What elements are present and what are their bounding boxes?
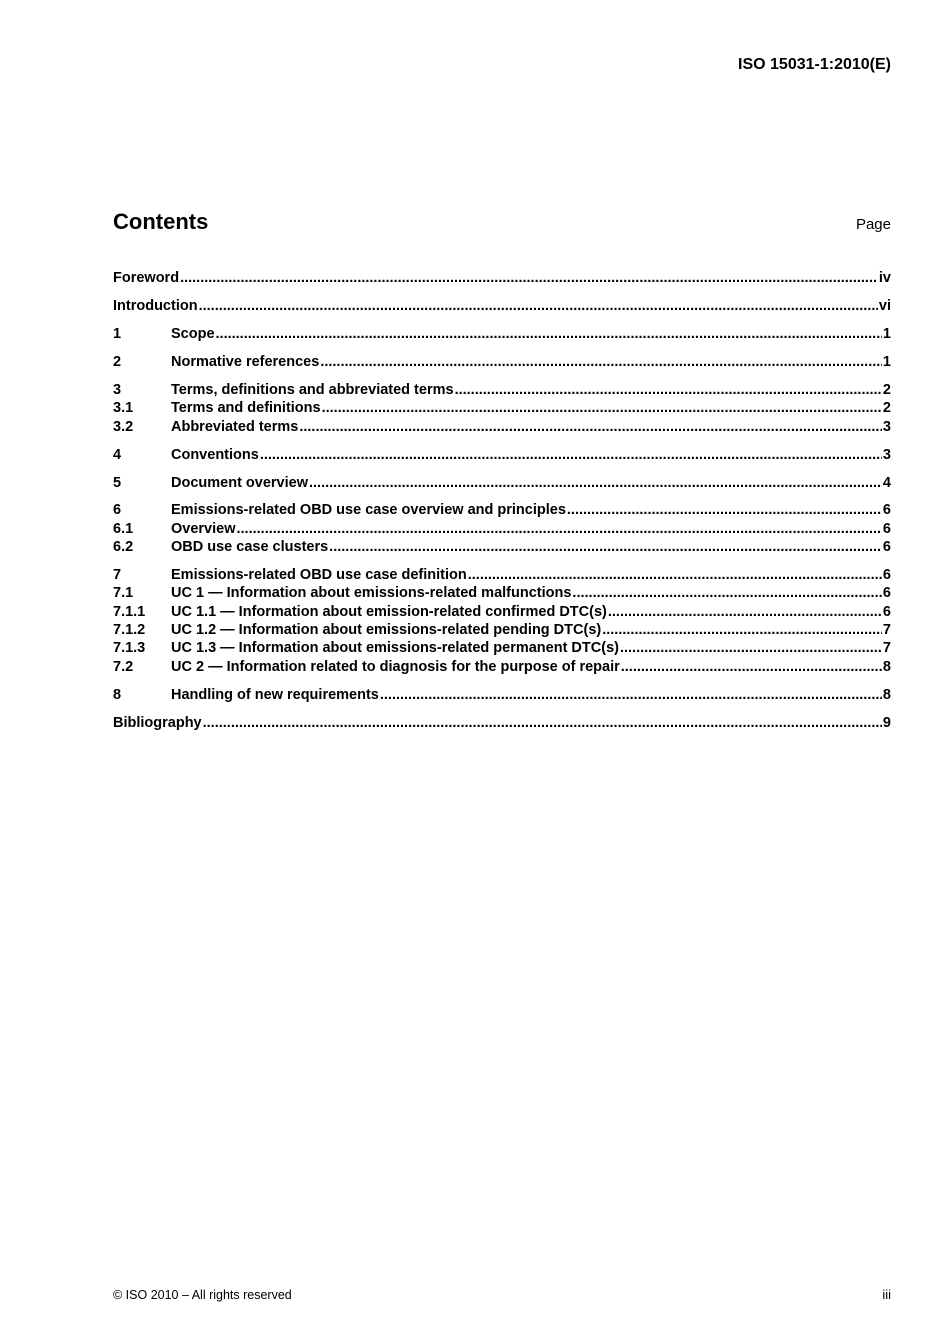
toc-entry[interactable] [113, 520, 891, 538]
toc-entry-page: 2 [882, 400, 891, 417]
toc-entry-page: 4 [882, 474, 891, 491]
toc-entry-page: 3 [882, 446, 891, 463]
toc-dot-leader [455, 381, 882, 399]
toc-entry[interactable] [113, 714, 891, 732]
toc-dot-leader [216, 325, 882, 343]
toc-entry-title: Foreword [113, 270, 180, 286]
toc-entry-page: 7 [882, 640, 891, 657]
toc-entry-title: Conventions [171, 446, 259, 463]
document-id: ISO 15031-1:2010(E) [738, 56, 891, 73]
toc-entry-page: 6 [882, 585, 891, 602]
toc-entry-number: 6.2 [113, 539, 134, 556]
toc-dot-leader [468, 566, 882, 584]
toc-entry-title: Handling of new requirements [171, 686, 379, 703]
toc-entry-page: 1 [882, 325, 891, 342]
toc-entry[interactable] [113, 686, 891, 704]
toc-entry-number: 4 [113, 446, 122, 463]
toc-entry-title: Terms, definitions and abbreviated terms [171, 381, 454, 398]
page-number: iii [882, 1287, 891, 1302]
toc-entry-number: 7.1.2 [113, 621, 146, 638]
toc-entry-page: 3 [882, 418, 891, 435]
toc-entry-title: Emissions-related OBD use case overview and principles [171, 502, 566, 519]
toc-entry-title: UC 1.2 — Information about emissions-related pending DTC(s) [171, 621, 602, 638]
toc-dot-leader [329, 538, 882, 556]
toc-dot-leader [237, 520, 882, 538]
toc-entry-title: Introduction [113, 297, 198, 314]
toc-dot-leader [567, 501, 882, 519]
toc-entry[interactable] [113, 501, 891, 519]
toc-entry-title: Terms and definitions [171, 400, 321, 417]
toc-entry-page: 1 [882, 353, 891, 370]
toc-entry-title: Abbreviated terms [171, 418, 299, 435]
toc-entry-number: 5 [113, 474, 122, 491]
toc-entry-page: 8 [882, 658, 891, 675]
toc-entry-number: 6 [113, 502, 122, 519]
toc-entry[interactable] [113, 584, 891, 602]
toc-entry[interactable] [113, 325, 891, 343]
toc-entry-number: 7.1.1 [113, 603, 146, 620]
toc-entry[interactable] [113, 269, 891, 287]
toc-entry[interactable] [113, 399, 891, 417]
toc-dot-leader [380, 686, 882, 704]
toc-dot-leader [309, 474, 882, 492]
toc-entry-title: UC 2 — Information related to diagnosis for the purpose of repair [171, 658, 620, 675]
toc-entry[interactable] [113, 353, 891, 371]
toc-entry-title: OBD use case clusters [171, 539, 329, 556]
toc-entry[interactable] [113, 603, 891, 621]
toc-entry-title: Emissions-related OBD use case definition [171, 567, 467, 584]
toc-entry-page: 6 [882, 520, 891, 537]
toc-entry-number: 2 [113, 353, 122, 370]
toc-entry[interactable] [113, 538, 891, 556]
toc-entry-title: Overview [171, 520, 236, 537]
toc-entry-title: UC 1.1 — Information about emission-related confirmed DTC(s) [171, 603, 607, 620]
toc-entry[interactable] [113, 297, 891, 315]
toc-entry-title: Bibliography [113, 714, 202, 731]
toc-entry[interactable] [113, 474, 891, 492]
toc-entry-page: iv [878, 270, 891, 286]
toc-dot-leader [621, 658, 882, 676]
toc-entry-number: 8 [113, 686, 122, 703]
toc-entry-page: 6 [882, 502, 891, 519]
toc-entry-page: 6 [882, 539, 891, 556]
toc-entry-title: UC 1 — Information about emissions-related malfunctions [171, 585, 572, 602]
toc-entry-page: 8 [882, 686, 891, 703]
toc-entry-page: 7 [882, 621, 891, 638]
toc-entry-number: 3.1 [113, 400, 134, 417]
toc-entry-title: UC 1.3 — Information about emissions-related permanent DTC(s) [171, 640, 619, 657]
toc-dot-leader [299, 418, 882, 436]
toc-entry-number: 7.1 [113, 585, 134, 602]
toc-dot-leader [602, 621, 882, 639]
toc-dot-leader [322, 399, 882, 417]
toc-entry-number: 3 [113, 381, 122, 398]
toc-entry-number: 3.2 [113, 418, 134, 435]
toc-entry[interactable] [113, 446, 891, 464]
toc-dot-leader [320, 353, 882, 371]
toc-entry-number: 7.1.3 [113, 640, 146, 657]
toc-entry[interactable] [113, 418, 891, 436]
toc-dot-leader [199, 297, 878, 315]
toc-entry-number: 7.2 [113, 658, 134, 675]
toc-entry-number: 1 [113, 325, 122, 342]
toc-entry-page: vi [878, 297, 891, 314]
toc-entry[interactable] [113, 381, 891, 399]
toc-dot-leader [608, 603, 882, 621]
toc-entry-page: 6 [882, 567, 891, 584]
copyright-notice: © ISO 2010 – All rights reserved [113, 1288, 292, 1302]
toc-dot-leader [203, 714, 882, 732]
contents-heading: Contents [113, 209, 209, 234]
toc-entry-page: 2 [882, 381, 891, 398]
toc-entry-number: 6.1 [113, 520, 134, 537]
toc-entry-number: 7 [113, 567, 122, 584]
toc-entry[interactable] [113, 658, 891, 676]
toc-dot-leader [260, 446, 882, 464]
toc-entry[interactable] [113, 621, 891, 639]
table-of-contents [113, 269, 891, 732]
toc-entry[interactable] [113, 566, 891, 584]
toc-entry-title: Normative references [171, 353, 320, 370]
page-column-label: Page [855, 216, 891, 233]
toc-entry-page: 6 [882, 603, 891, 620]
toc-entry-title: Scope [171, 325, 215, 342]
toc-dot-leader [620, 639, 882, 657]
toc-dot-leader [180, 269, 878, 287]
toc-dot-leader [572, 584, 882, 602]
toc-entry-title: Document overview [171, 474, 308, 491]
toc-entry-page: 9 [882, 714, 891, 731]
toc-entry[interactable] [113, 639, 891, 657]
